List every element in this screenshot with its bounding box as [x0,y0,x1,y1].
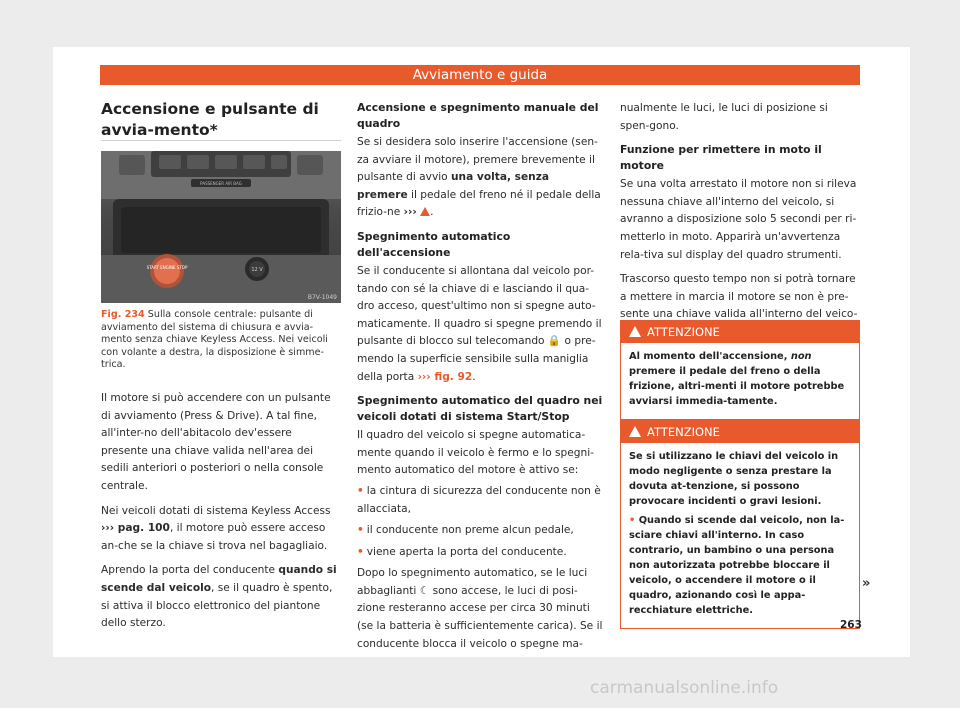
col3-paragraph-1: nualmente le luci, le luci di posizione si spen-gono. [620,102,828,132]
col3-paragraph-2: Se una volta arrestato il motore non si rileva nessuna chiave all'interno del veicolo, si avranno a disposizione solo 5 secondi per ri-metterlo in moto. Apparirà un'avvertenza rela-tiva sul display del quadro strumenti. [620,178,857,261]
section-divider [101,140,341,141]
warning-body: Al momento dell'accensione, non premere il pedale del freno o della frizione, altri-menti il motore potrebbe avviarsi immedia-tamente. [629,351,845,407]
start-stop-label: START ENGINE STOP [146,265,188,270]
high-beam-icon: ☾ [419,584,430,597]
page-number: 263 [840,619,862,631]
warning-box-1 [620,320,860,420]
fig-ref-link[interactable]: ››› fig. 92 [417,370,473,383]
col2-paragraph-4: Dopo lo spegnimento automatico, se le luci abbaglianti ☾ sono accese, le luci di posi-zione resteranno accese per circa 30 minuti (se la batteria è sufficientemente carica). Se il conducente blocca il veicolo o spegne ma- [357,567,603,650]
watermark: carmanualsonline.info [590,678,779,698]
warning-body: Se si utilizzano le chiavi del veicolo in modo negligente o senza prestare la dovuta at-tenzione, si possono provocare incidenti o gravi lesioni. • Quando si scende dal veicolo, non la-sciare chiavi all'interno. In caso contrario, un bambino o una persona non autorizzata potrebbe bloccare il veicolo, o accendere il motore o il quadro, azionando così le appa-recchiature elettriche. [629,451,845,616]
chapter-title: Avviamento e guida [412,67,548,83]
section-title: Accensione e pulsante di avvia-mento* [101,100,319,139]
list-item: • la cintura di sicurezza del conducente non è allacciata, [357,484,601,515]
figure-caption-text: Sulla console centrale: pulsante di avviamento del sistema di chiusura e avvia-mento senza chiave Keyless Access. Nei veicoli con volante a destra, la disposizione è simme-trica. [101,309,328,370]
warning-triangle-icon [629,426,641,437]
console-figure [101,151,341,303]
heading-restart-function: Funzione per rimettere in moto il motore [620,143,822,173]
socket-label: 12 V [251,267,263,273]
col2-paragraph-3: Il quadro del veicolo si spegne automatica-mente quando il veicolo è fermo e lo spegni-mento automatico del motore è attivo se: [357,429,595,477]
list-item: • il conducente non preme alcun pedale, [357,524,574,537]
col2-paragraph-2: Se il conducente si allontana dal veicolo por-tando con sé la chiave di e lasciando il qua-dro acceso, quest'ultimo non si spegne auto-maticamente. Il quadro si spegne premendo il pulsante di blocco sul telecomando 🔒 o pre-mendo la superficie sensibile sulla maniglia della porta ››› fig. 92. [357,264,602,383]
col1-paragraph-1: Il motore si può accendere con un pulsante di avviamento (Press & Drive). A tal fine, all'inter-no dell'abitacolo dev'essere presente una chiave valida nell'area dei sedili anteriori o posteriori o nella console centrale. [101,392,331,492]
figure-code: B7V-1049 [307,294,337,301]
bullet-icon: • [357,484,364,497]
col2-paragraph-1: Se si desidera solo inserire l'accensione (sen-za avviare il motore), premere brevemente il pulsante di avvio una volta, senza premere il pedale del freno né il pedale della frizio-ne ››› . [357,136,601,219]
list-item: • viene aperta la porta del conducente. [357,545,567,558]
chapter-header [100,65,860,85]
warning-header: ATTENZIONE [621,421,859,443]
heading-auto-ignition-off: Spegnimento automatico dell'accensione [357,229,511,259]
column-1 [101,390,341,640]
col1-paragraph-3: Aprendo la porta del conducente quando si scende dal veicolo, se il quadro è spento, si attiva il blocco elettronico del piantone dello sterzo. [101,564,337,630]
column-2 [357,100,603,660]
bullet-icon: • [629,515,636,526]
continue-mark: » [862,576,871,591]
column-3 [620,100,860,349]
heading-manual-ignition: Accensione e spegnimento manuale del quadro [357,101,599,130]
figure-caption [101,309,341,372]
warning-box-2 [620,420,860,629]
page-ref-link[interactable]: ››› pag. 100 [101,522,170,535]
warning-triangle-icon [629,326,641,337]
heading-start-stop: Spegnimento automatico del quadro nei veicoli dotati di sistema Start/Stop [357,394,603,424]
warning-ref-link[interactable]: ››› [403,206,417,219]
warning-header: ATTENZIONE [621,321,859,343]
console-illustration [101,151,341,303]
warning-triangle-icon [420,207,430,216]
bullet-icon: • [357,545,364,558]
figure-number: Fig. 234 [101,309,145,320]
lock-icon: 🔒 [547,335,562,348]
col1-paragraph-2: Nei veicoli dotati di sistema Keyless Access ››› pag. 100, il motore può essere acceso an-che se la chiave si trova nel bagagliaio. [101,504,331,552]
col3-paragraph-3: Trascorso questo tempo non si potrà tornare a mettere in marcia il motore se non è pre-sente una chiave valida all'interno del veico- [620,273,858,321]
airbag-label: PASSENGER AIR BAG [200,181,242,186]
bullet-icon: • [357,524,364,537]
